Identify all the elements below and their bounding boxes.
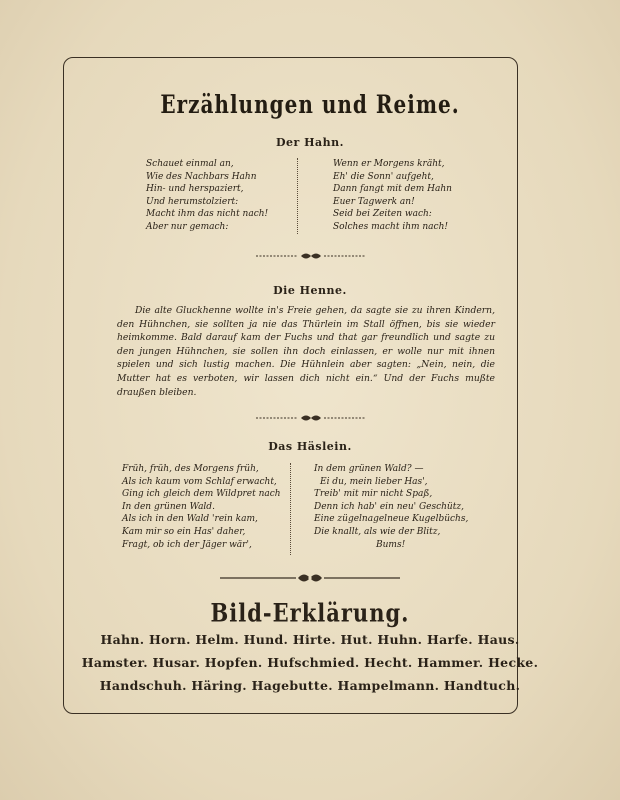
hahn-column-divider bbox=[297, 158, 298, 234]
haeslein-column-divider bbox=[290, 463, 291, 555]
poem-line: Denn ich hab' ein neu' Geschütz, bbox=[314, 501, 464, 512]
bild-line-3: Handschuh. Häring. Hagebutte. Hampelmann. Handtuch. bbox=[99, 678, 521, 693]
poem-line: Als ich in den Wald 'rein kam, bbox=[122, 514, 258, 525]
poem-line: Schauet einmal an, bbox=[146, 159, 234, 169]
poem-line: Treib' mit mir nicht Spaß, bbox=[314, 489, 433, 500]
poem-line: Ging ich gleich dem Wildpret nach bbox=[122, 489, 281, 500]
poem-line: Euer Tagwerk an! bbox=[333, 196, 415, 207]
poem-line: Als ich kaum vom Schlaf erwacht, bbox=[122, 476, 277, 487]
hahn-heading: Der Hahn. bbox=[275, 136, 344, 149]
henne-text: Die alte Gluckhenne wollte in's Freie gehen, da sagte sie zu ihren Kindern, den Hühnchen, sie sollten ja nie das Thürlein im Stall öffnen, bis sie wieder heimkomme. Bald darauf kam der Fuchs und that gar freundlich und sagte zu den jungen Hühnchen, sie sollen ihn doch einlassen, er wolle nur mit ihnen spielen und sich lustig machen. Die Hühnlein aber sagten: „Nein, nein, die Mutter hat es verboten, wir lassen dich nicht ein.“ Und der Fuchs mußte draußen bleiben. bbox=[117, 305, 495, 398]
poem-line: Bums! bbox=[376, 539, 406, 550]
poem-line: Wie des Nachbars Hahn bbox=[146, 171, 257, 182]
poem-line: Dann fangt mit dem Hahn bbox=[333, 184, 452, 195]
bild-title: Bild-Erklärung. bbox=[210, 597, 410, 628]
henne-heading: Die Henne. bbox=[273, 284, 347, 297]
ornament-divider bbox=[220, 571, 400, 581]
poem-line: Fragt, ob ich der Jäger wär', bbox=[122, 539, 252, 550]
poem-line: Eine zügelnagelneue Kugelbüchs, bbox=[314, 514, 469, 525]
poem-line: Eh' die Sonn' aufgeht, bbox=[333, 171, 434, 182]
haeslein-left-stanza bbox=[122, 463, 281, 551]
ornament-divider bbox=[256, 413, 366, 423]
henne-paragraph bbox=[117, 304, 495, 399]
poem-line: Solches macht ihm nach! bbox=[333, 221, 449, 232]
bild-line-2: Hamster. Husar. Hopfen. Hufschmied. Hecht. Hammer. Hecke. bbox=[81, 655, 539, 670]
poem-line: Wenn er Morgens kräht, bbox=[333, 159, 445, 169]
poem-line: Seid bei Zeiten wach: bbox=[333, 209, 432, 220]
poem-line: Kam mir so ein Has' daher, bbox=[122, 526, 246, 537]
poem-line: Macht ihm das nicht nach! bbox=[146, 209, 269, 220]
poem-line: In den grünen Wald. bbox=[122, 501, 215, 512]
bild-line-1: Hahn. Horn. Helm. Hund. Hirte. Hut. Huhn. Harfe. Haus. bbox=[100, 632, 520, 647]
poem-line: Hin- und herspaziert, bbox=[146, 184, 244, 195]
hahn-right-stanza bbox=[333, 158, 452, 234]
poem-line: Ei du, mein lieber Has', bbox=[320, 476, 428, 487]
haeslein-right-stanza bbox=[314, 463, 468, 551]
poem-line: In dem grünen Wald? — bbox=[314, 464, 424, 474]
poem-line: Die knallt, als wie der Blitz, bbox=[314, 526, 441, 537]
poem-line: Aber nur gemach: bbox=[146, 221, 229, 232]
ornament-divider bbox=[256, 251, 366, 261]
poem-line: Und herumstolziert: bbox=[146, 196, 239, 207]
hahn-left-stanza bbox=[146, 158, 268, 234]
poem-line: Früh, früh, des Morgens früh, bbox=[122, 464, 259, 474]
page-title: Erzählungen und Reime. bbox=[160, 89, 460, 119]
haeslein-heading: Das Häslein. bbox=[268, 440, 352, 453]
